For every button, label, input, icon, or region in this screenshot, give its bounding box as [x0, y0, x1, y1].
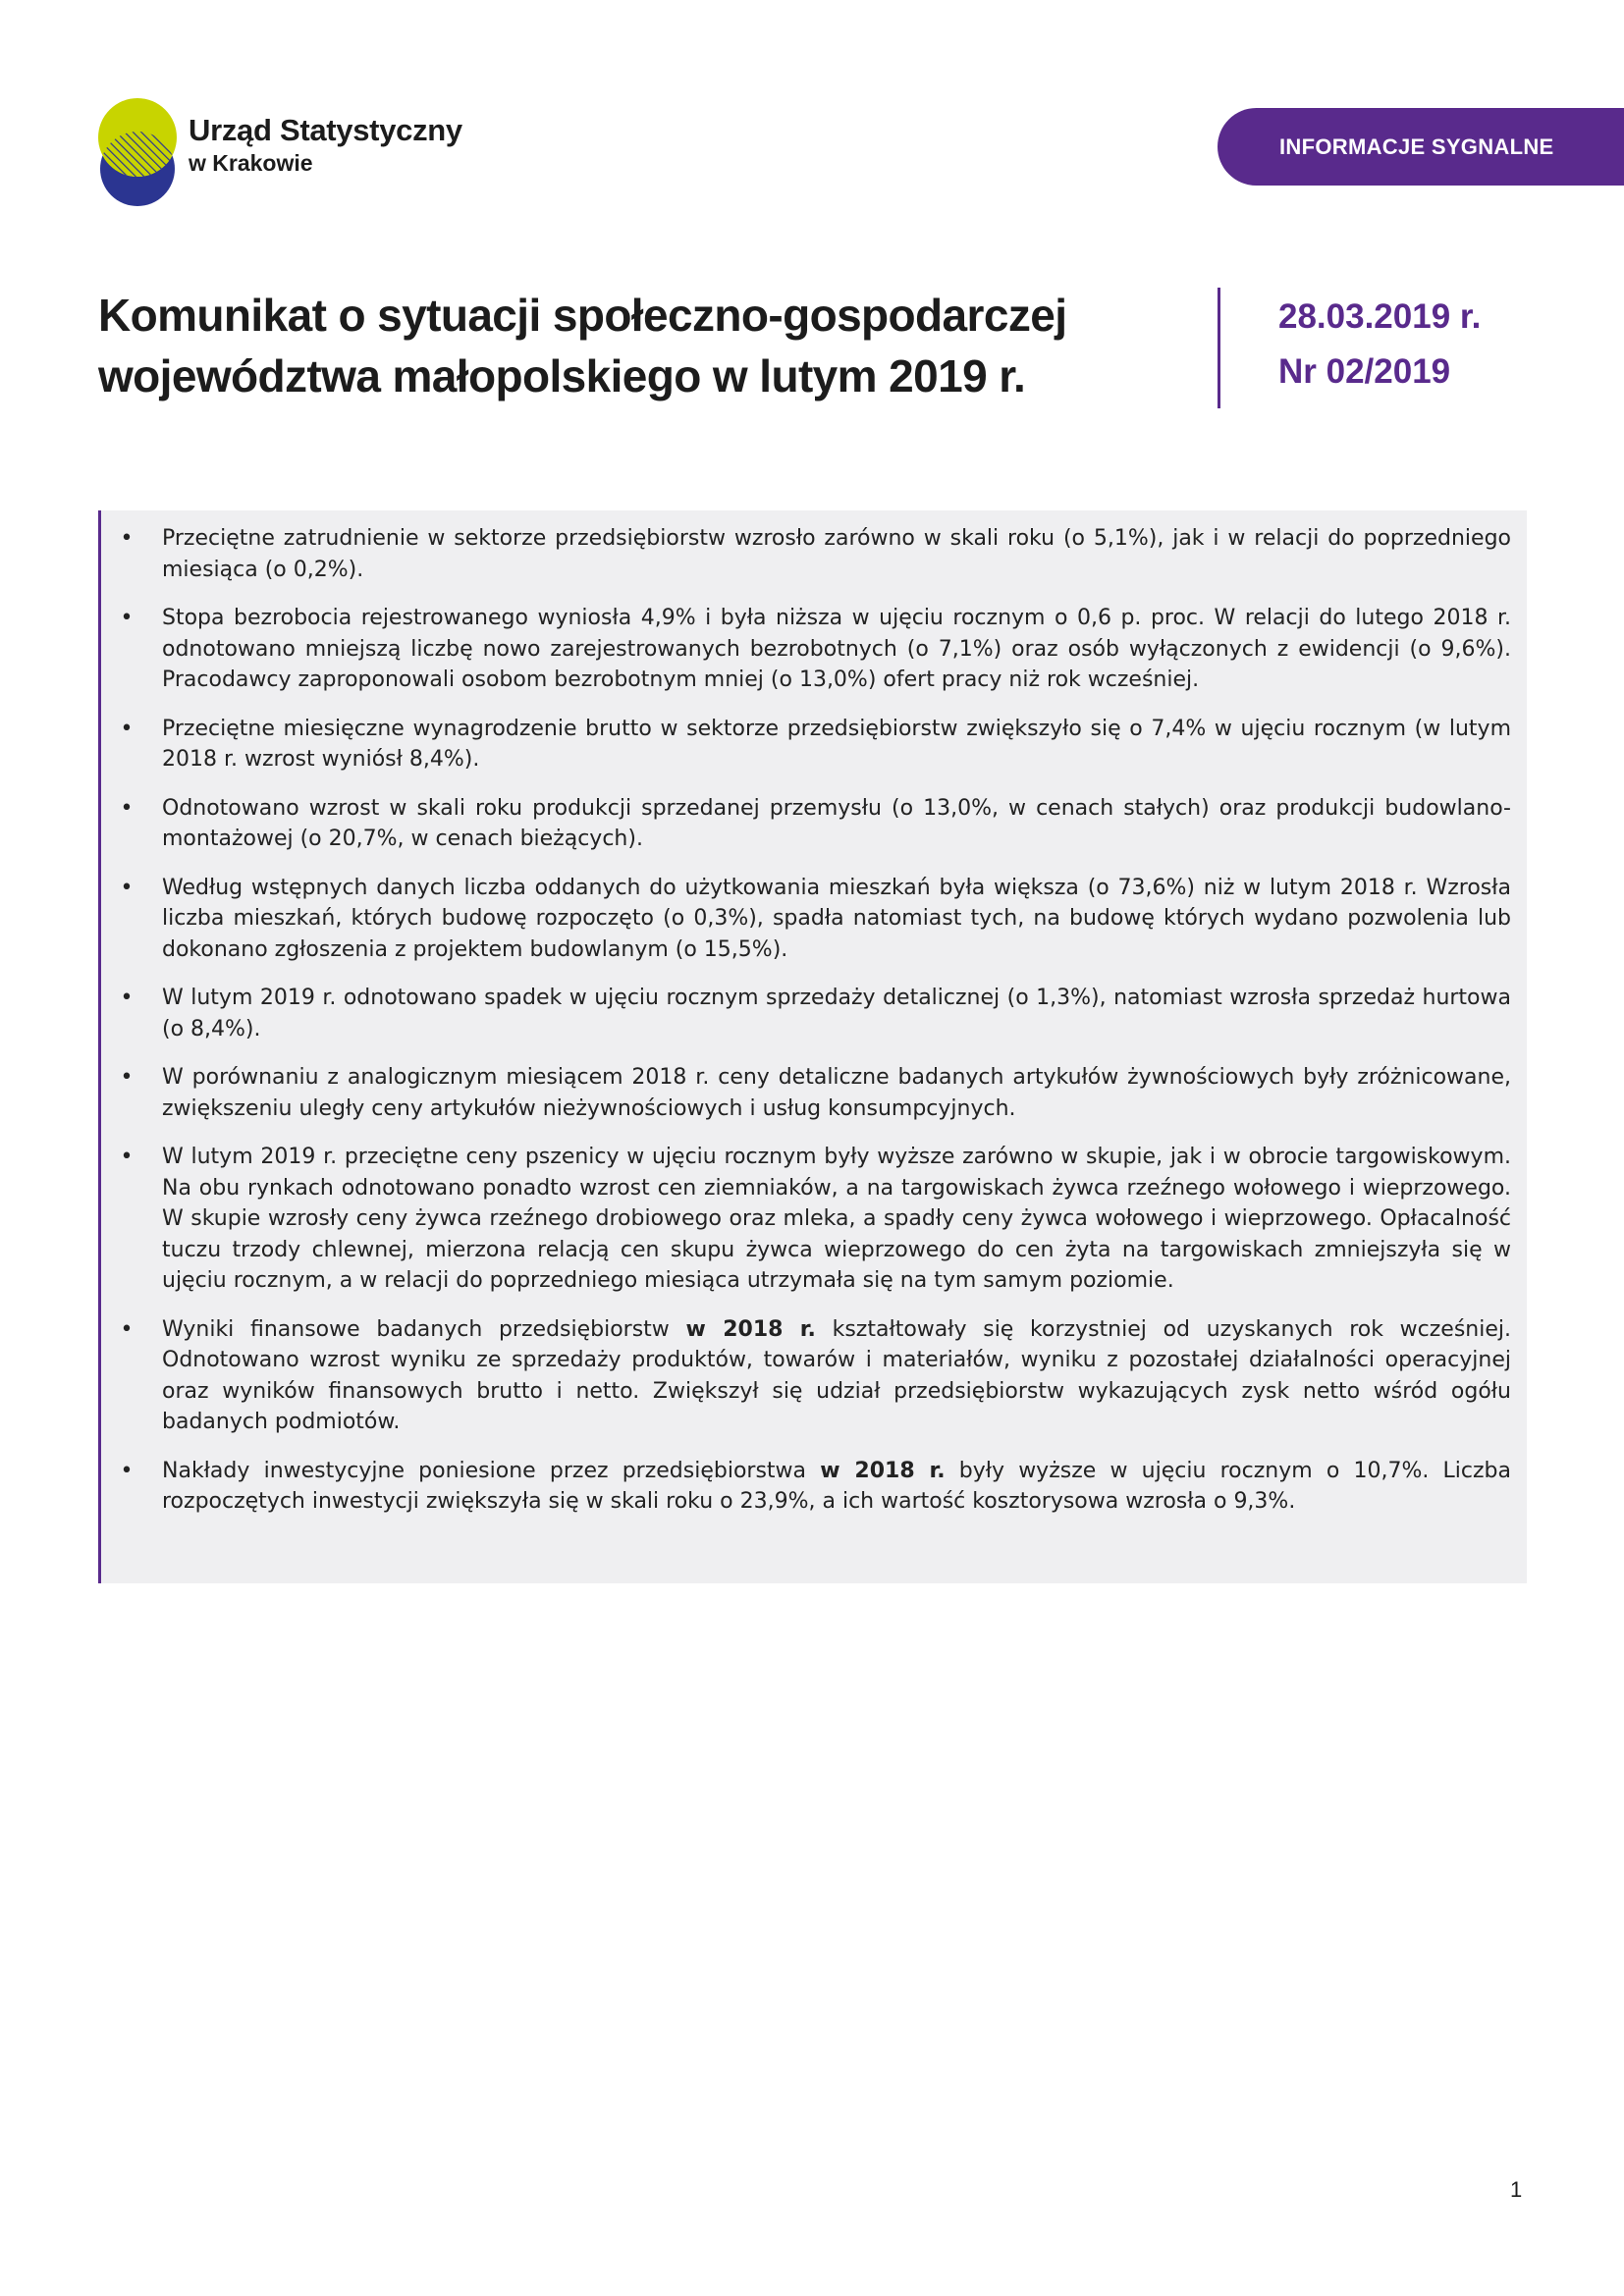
highlight-text-end: kształtowały się korzystniej od uzyskanych rok wcześniej. Odnotowano wzrost wyniku ze sprzedaży produktów, towarów i materiałów, wyniku z pozostałej działalności operacyjnej oraz wyników finansowych brutto i netto. Zwiększył się udział przedsiębiorstw wykazujących zysk netto wśród ogółu badanych podmiotów. — [162, 1316, 1512, 1434]
publication-date: 28.03.2019 r. — [1278, 297, 1482, 336]
org-name: Urząd Statystyczny — [189, 113, 462, 147]
highlight-text-bold: w 2018 r. — [685, 1316, 816, 1342]
bullet-icon: • — [120, 716, 134, 741]
highlights-panel — [98, 510, 1527, 1583]
highlight-item — [101, 603, 1511, 696]
highlight-item — [101, 1062, 1511, 1124]
bullet-icon: • — [120, 1065, 134, 1090]
highlight-item — [101, 1456, 1511, 1518]
bullet-icon: • — [120, 795, 134, 821]
highlight-text-start: Nakłady inwestycyjne poniesione przez przedsiębiorstwa — [162, 1458, 821, 1483]
title-line-2: województwa małopolskiego w lutym 2019 r. — [98, 350, 1026, 401]
highlight-item — [101, 873, 1511, 966]
page-title — [98, 285, 1188, 406]
bullet-icon: • — [120, 1316, 134, 1342]
highlight-text: W porównaniu z analogicznym miesiącem 2018 r. ceny detaliczne badanych artykułów żywnościowych były zróżnicowane, zwiększeniu uległy ceny artykułów nieżywnościowych i usług konsumpcyjnych. — [162, 1065, 1511, 1121]
highlight-text: Stopa bezrobocia rejestrowanego wyniosła 4,9% i była niższa w ujęciu rocznym o 0,6 p. proc. W relacji do lutego 2018 r. odnotowano mniejszą liczbę nowo zarejestrowanych bezrobotnych (o 7,1%) oraz osób wyłączonych z ewidencji (o 9,6%). Pracodawcy zaproponowali osobom bezrobotnym mniej (o 13,0%) ofert pracy niż rok wcześniej. — [162, 606, 1511, 692]
highlight-item — [101, 714, 1511, 775]
title-line-1: Komunikat o sytuacji społeczno-gospodarczej — [98, 290, 1067, 341]
highlight-item — [101, 983, 1511, 1044]
bullet-icon: • — [120, 875, 134, 900]
badge-label: INFORMACJE SYGNALNE — [1279, 133, 1554, 159]
bullet-icon: • — [120, 1145, 134, 1169]
bullet-icon: • — [120, 986, 134, 1010]
title-divider — [1218, 288, 1220, 408]
highlight-text-end: były wyższe w ujęciu rocznym o 10,7%. Liczba rozpoczętych inwestycji zwiększyła się w skali roku o 23,9%, a ich wartość kosztorysowa wzrosła o 9,3%. — [162, 1458, 1512, 1514]
publication-number: Nr 02/2019 — [1278, 352, 1451, 391]
info-badge — [1218, 108, 1624, 186]
highlight-text: Przeciętne miesięczne wynagrodzenie brutto w sektorze przedsiębiorstw zwiększyło się o 7,4% w ujęciu rocznym (w lutym 2018 r. wzrost wyniósł 8,4%). — [162, 716, 1511, 772]
org-location: w Krakowie — [189, 150, 313, 176]
logo-mark-icon — [98, 98, 177, 208]
highlight-item — [101, 1142, 1511, 1297]
highlight-text: Według wstępnych danych liczba oddanych do użytkowania mieszkań była większa (o 73,6%) niż w lutym 2018 r. Wzrosła liczba mieszkań, których budowę rozpoczęto (o 0,3%), spadła natomiast tych, na budowę których wydano pozwolenia lub dokonano zgłoszenia z projektem budowlanym (o 15,5%). — [162, 875, 1511, 962]
highlight-text: Odnotowano wzrost w skali roku produkcji sprzedanej przemysłu (o 13,0%, w cenach stałych) oraz produkcji budowlano-montażowej (o 20,7%, w cenach bieżących). — [162, 795, 1511, 851]
highlight-item — [101, 523, 1511, 585]
highlight-text-start: Wyniki finansowe badanych przedsiębiorstw — [162, 1316, 686, 1342]
publication-meta — [1278, 290, 1481, 400]
bullet-icon: • — [120, 606, 134, 630]
highlight-item — [101, 1314, 1511, 1438]
highlights-list — [101, 523, 1511, 1518]
logo — [98, 98, 471, 208]
page-number: 1 — [1510, 2177, 1523, 2202]
highlight-text: W lutym 2019 r. odnotowano spadek w ujęciu rocznym sprzedaży detalicznej (o 1,3%), natomiast wzrosła sprzedaż hurtowa (o 8,4%). — [162, 986, 1511, 1041]
highlight-text: Przeciętne zatrudnienie w sektorze przedsiębiorstw wzrosło zarówno w skali roku (o 5,1%), jak i w relacji do poprzedniego miesiąca (o 0,2%). — [162, 526, 1511, 582]
highlight-text: W lutym 2019 r. przeciętne ceny pszenicy w ujęciu rocznym były wyższe zarówno w skupie, jak i w obrocie targowiskowym. Na obu rynkach odnotowano ponadto wzrost cen ziemniaków, a na targowiskach żywca rzeźnego wołowego i wieprzowego. W skupie wzrosły ceny żywca rzeźnego drobiowego oraz mleka, a spadły ceny żywca wołowego i wieprzowego. Opłacalność tuczu trzody chlewnej, mierzona relacją cen skupu żywca wieprzowego do cen żyta na targowiskach zmniejszyła się w ujęciu rocznym, a w relacji do poprzedniego miesiąca utrzymała się na tym samym poziomie. — [162, 1145, 1511, 1293]
highlight-item — [101, 793, 1511, 855]
bullet-icon: • — [120, 526, 134, 551]
bullet-icon: • — [120, 1458, 134, 1483]
highlight-text-bold: w 2018 r. — [820, 1458, 946, 1483]
